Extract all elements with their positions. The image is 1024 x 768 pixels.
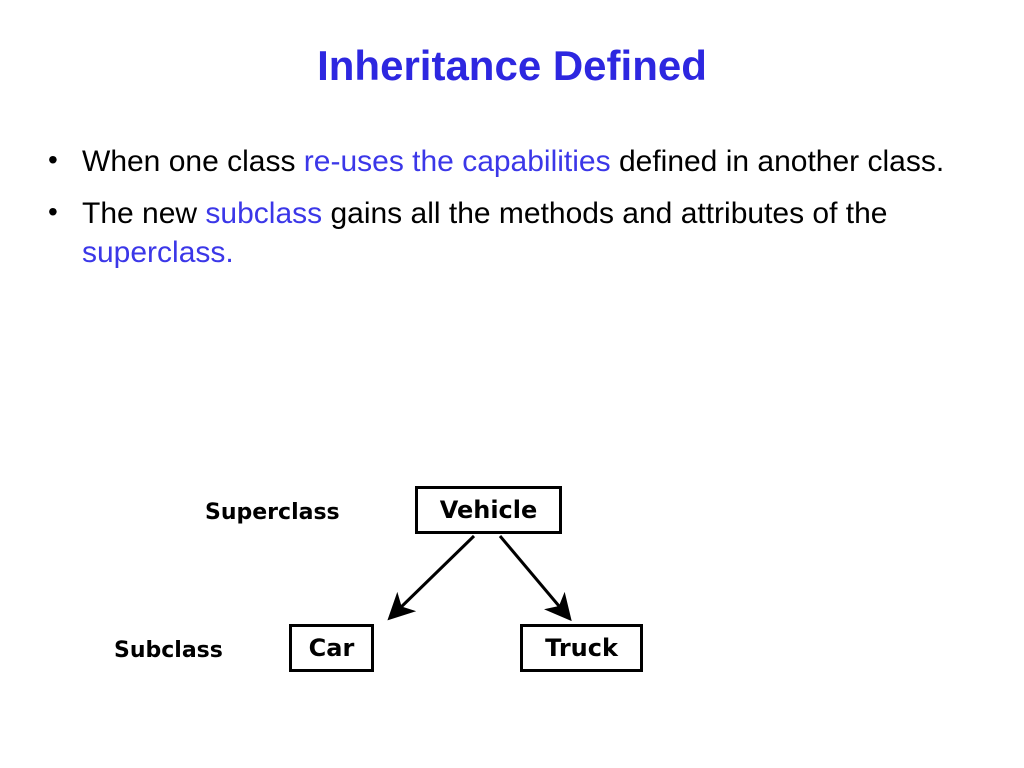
list-item (40, 142, 990, 182)
bullet-1-part-1: re-uses the capabilities (303, 145, 611, 178)
bullet-marker: • (48, 144, 58, 175)
bullet-1-part-2: defined in another class. (610, 145, 945, 178)
bullet-text-1 (82, 145, 944, 178)
bullet-2-part-1: subclass (205, 196, 323, 230)
node-car: Car (289, 624, 374, 672)
node-truck: Truck (520, 624, 643, 672)
inheritance-diagram (0, 460, 1024, 720)
page-title: Inheritance Defined (317, 42, 707, 89)
list-item (40, 194, 990, 273)
bullet-marker: • (48, 195, 58, 227)
bullet-text-2 (82, 197, 887, 270)
bullet-list (40, 142, 990, 285)
label-subclass: Subclass (114, 638, 223, 663)
label-superclass: Superclass (205, 500, 340, 525)
bullet-1-part-0: When one class (82, 145, 304, 178)
bullet-2-part-0: The new (82, 196, 206, 230)
bullet-2-part-2: gains all the methods and attributes of the (322, 196, 888, 230)
bullet-2-part-3: superclass. (82, 236, 234, 270)
node-vehicle: Vehicle (415, 486, 562, 534)
